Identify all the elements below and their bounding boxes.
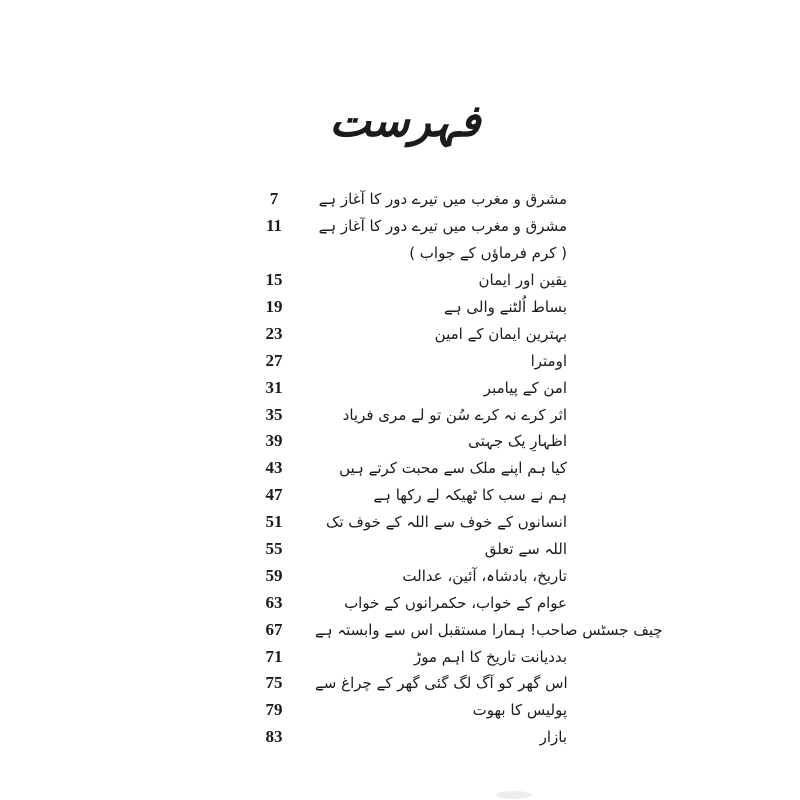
chapter-title: عوام کے خواب، حکمرانوں کے خواب	[344, 593, 567, 612]
toc-entry	[233, 294, 567, 321]
toc-entry	[233, 320, 567, 347]
chapter-title: اس گھر کو آگ لگ گئی گھر کے چراغ سے	[315, 674, 568, 693]
chapter-title: ( کرم فرماؤں کے جواب )	[409, 244, 567, 263]
chapter-title: ہم نے سب کا ٹھیکہ لے رکھا ہے	[373, 486, 567, 505]
chapter-title: مشرق و مغرب میں تیرے دور کا آغاز ہے	[318, 217, 567, 236]
page-number: 79	[265, 700, 283, 720]
toc-entry	[233, 401, 567, 428]
scan-smudge	[496, 791, 532, 799]
chapter-title: تاریخ، بادشاہ، آئین، عدالت	[402, 566, 567, 585]
toc-entry	[233, 482, 567, 509]
page-number: 83	[265, 727, 283, 747]
page-number: 35	[265, 404, 283, 424]
toc-entry	[233, 428, 567, 455]
toc-entry	[233, 643, 567, 670]
chapter-title: اظہارِ یک جہتی	[468, 432, 567, 451]
toc-entry	[233, 670, 567, 697]
toc-entry	[233, 589, 567, 616]
toc-entry	[233, 724, 567, 751]
chapter-title: بازار	[539, 728, 567, 747]
page-title: فہرست	[329, 96, 481, 147]
chapter-title: بہترین ایمان کے امین	[434, 324, 567, 343]
page-number: 67	[265, 619, 283, 639]
page-number: 63	[265, 592, 283, 612]
page-number: 43	[265, 458, 283, 478]
page-number: 7	[269, 189, 279, 209]
page-number: 27	[265, 350, 283, 370]
chapter-title: اثر کرے نہ کرے سُن تو لے مری فریاد	[342, 405, 567, 424]
chapter-title: چیف جسٹس صاحب! ہمارا مستقبل اس سے وابستہ ہے	[315, 620, 663, 639]
page-number: 55	[265, 539, 283, 559]
page-number: 59	[265, 565, 283, 585]
chapter-title: اومترا	[530, 351, 567, 370]
chapter-title: امن کے پیامبر	[483, 378, 567, 397]
toc-entry	[233, 213, 567, 240]
chapter-title: یقین اور ایمان	[478, 271, 567, 290]
page-number: 71	[265, 646, 283, 666]
chapter-title: انسانوں کے خوف سے اللہ کے خوف تک	[325, 513, 567, 532]
toc-entry	[233, 267, 567, 294]
page-number: 11	[265, 216, 283, 236]
toc-entry	[233, 509, 567, 536]
chapter-title: پولیس کا بھوت	[472, 701, 567, 720]
page-number: 19	[265, 297, 283, 316]
chapter-title: کیا ہم اپنے ملک سے محبت کرتے ہیں	[339, 459, 567, 478]
toc-entry	[233, 562, 567, 589]
page-number: 51	[265, 512, 283, 532]
page-number: 31	[265, 377, 283, 397]
chapter-title: بساط اُلٹنے والی ہے	[444, 298, 567, 316]
toc-entry	[233, 240, 567, 267]
toc-entry	[233, 455, 567, 482]
toc-entry	[233, 536, 567, 563]
toc-entry	[233, 347, 567, 374]
toc-entry	[233, 697, 567, 724]
chapter-title: مشرق و مغرب میں تیرے دور کا آغاز ہے	[318, 190, 567, 209]
chapter-title: اللہ سے تعلق	[484, 540, 567, 559]
toc-entry	[233, 186, 567, 213]
page-number: 23	[265, 323, 283, 343]
page-number: 39	[265, 431, 283, 451]
page-number: 75	[265, 673, 283, 693]
toc-entry	[233, 374, 567, 401]
page-number: 15	[265, 270, 283, 290]
table-of-contents	[233, 186, 663, 751]
chapter-title: بددیانت تاریخ کا اہم موڑ	[414, 647, 567, 666]
toc-entry	[233, 616, 663, 643]
page-number: 47	[265, 485, 283, 505]
